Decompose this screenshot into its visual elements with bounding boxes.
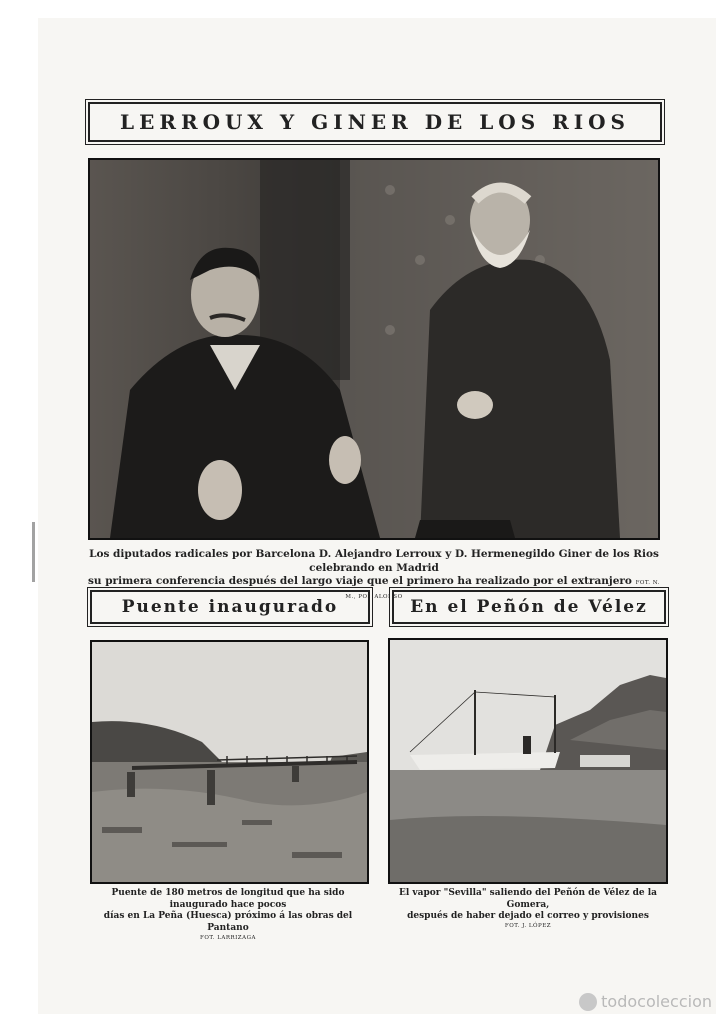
site-watermark xyxy=(579,992,712,1011)
portrait-photo-credit: FOT. N. M., POR ALONSO xyxy=(345,580,660,600)
watermark-text: todocoleccion xyxy=(601,992,712,1011)
portrait-photo-image xyxy=(90,160,658,538)
main-headline: LERROUX Y GINER DE LOS RIOS xyxy=(88,102,662,142)
binding-mark xyxy=(32,522,35,582)
bridge-caption-line1: Puente de 180 metros de longitud que ha sido inaugurado hace pocos xyxy=(111,888,345,910)
bridge-photo xyxy=(90,640,369,884)
ship-caption-line2: después de haber dejado el correo y provisiones xyxy=(407,911,649,922)
bridge-photo-image xyxy=(92,642,367,882)
ship-caption xyxy=(388,888,668,930)
ship-caption-line1: El vapor "Sevilla" saliendo del Peñón de Vélez de la Gomera, xyxy=(398,888,657,910)
portrait-caption-line2-text: su primera conferencia después del largo viaje que el primero ha realizado por el extranjero xyxy=(88,575,632,588)
portrait-caption-line1: Los diputados radicales por Barcelona D. Alejandro Lerroux y D. Hermenegildo Giner de los Rios celebrando en Madrid xyxy=(89,548,659,574)
penon-headline: En el Peñón de Vélez xyxy=(392,590,666,624)
ship-photo-image xyxy=(390,640,666,882)
bridge-caption xyxy=(92,888,364,942)
ship-photo xyxy=(388,638,668,884)
portrait-photo xyxy=(88,158,660,540)
bridge-caption-line2: días en La Peña (Huesca) próximo á las obras del Pantano xyxy=(103,911,353,934)
ship-photo-credit: FOT. J. LÓPEZ xyxy=(504,923,552,930)
bridge-photo-credit: FOT. LARRIZAGA xyxy=(200,934,256,941)
bridge-headline: Puente inaugurado xyxy=(90,590,370,624)
watermark-logo-icon xyxy=(579,993,597,1011)
